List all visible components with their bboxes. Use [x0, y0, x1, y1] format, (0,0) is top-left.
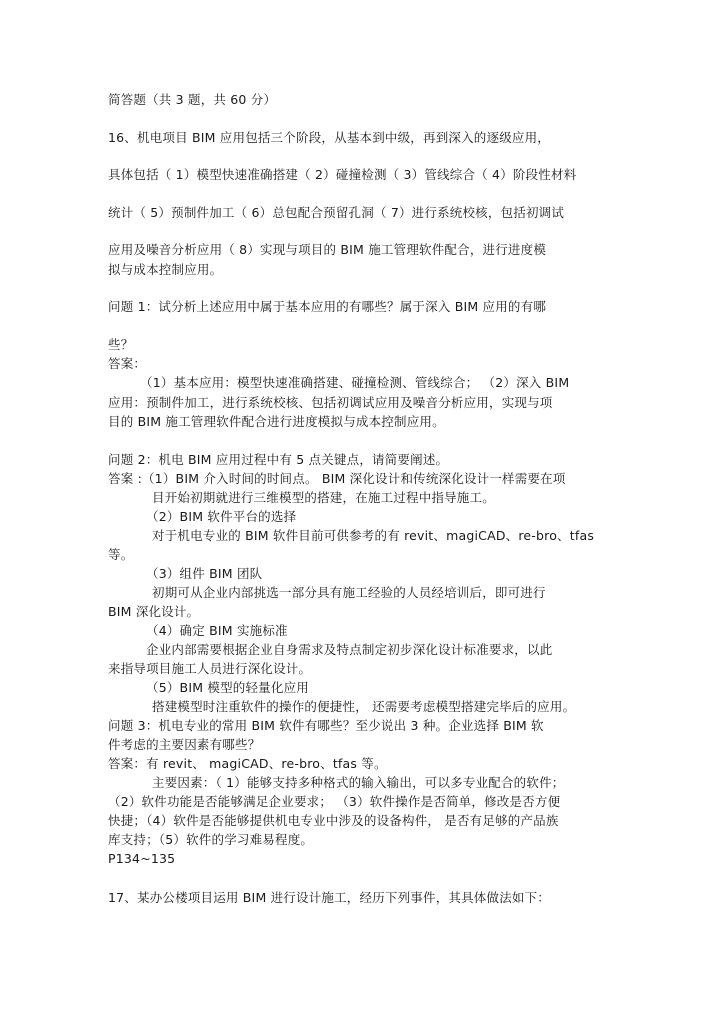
answer-2-point-4-line-1: 企业内部需要根据企业自身需求及特点制定初步深化设计标准要求，以此 — [146, 642, 553, 657]
question-16-line-2: 具体包括（ 1）模型快速准确搭建（ 2）碰撞检测（ 3）管线综合（ 4）阶段性材料 — [108, 167, 577, 182]
page-reference: P134~135 — [108, 851, 176, 866]
answer-2-line-1: 答案 :（1）BIM 介入时间的时间点。 BIM 深化设计和传统深化设计一样需要在项 — [108, 471, 566, 486]
question-16-line-4: 应用及噪音分析应用（ 8）实现与项目的 BIM 施工管理软件配合，进行进度模 — [108, 242, 547, 257]
answer-3-line-2: 主要因素：（ 1）能够支持多种格式的输入输出，可以多专业配合的软件； — [152, 775, 565, 790]
answer-2-point-2-title: （2）BIM 软件平台的选择 — [146, 509, 297, 524]
answer-3-line-3: （2）软件功能是否能够满足企业要求； （3）软件操作是否简单，修改是否方便 — [108, 794, 561, 809]
answer-2-point-4-line-2: 来指导项目施工人员进行深化设计。 — [108, 661, 312, 676]
sub-question-3-line-2: 件考虑的主要因素有哪些？ — [108, 737, 261, 752]
question-17: 17、某办公楼项目运用 BIM 进行设计施工，经历下列事件，其具体做法如下： — [108, 890, 551, 905]
answer-1-line-2: 应用：预制件加工，进行系统校核、包括初调试应用及噪音分析应用，实现与项 — [108, 395, 553, 410]
answer-2-point-3-line-2: BIM 深化设计。 — [108, 604, 200, 619]
answer-2-point-5-line-1: 搭建模型时注重软件的操作的便捷性， 还需要考虑模型搭建完毕后的应用。 — [152, 699, 576, 714]
answer-2-point-2-line-2: 等。 — [108, 547, 134, 562]
answer-2-point-3-line-1: 初期可从企业内部挑选一部分具有施工经验的人员经培训后，即可进行 — [152, 585, 546, 600]
sub-question-1-line-1: 问题 1：试分析上述应用中属于基本应用的有哪些？属于深入 BIM 应用的有哪 — [108, 299, 547, 314]
answer-3-line-5: 库支持；（5）软件的学习难易程度。 — [108, 832, 314, 847]
question-16-line-3: 统计（ 5）预制件加工（ 6）总包配合预留孔洞（ 7）进行系统校核，包括初调试 — [108, 205, 565, 220]
sub-question-3-line-1: 问题 3：机电专业的常用 BIM 软件有哪些？至少说出 3 种。企业选择 BIM 软 — [108, 718, 544, 733]
answer-1-line-3: 目的 BIM 施工管理软件配合进行进度模拟与成本控制应用。 — [108, 414, 445, 429]
sub-question-2: 问题 2：机电 BIM 应用过程中有 5 点关键点，请简要阐述。 — [108, 452, 449, 467]
answer-2-point-4-title: （4）确定 BIM 实施标准 — [146, 623, 288, 638]
question-16-line-5: 拟与成本控制应用。 — [108, 262, 223, 277]
answer-1-label: 答案： — [108, 356, 147, 371]
answer-2-point-5-title: （5）BIM 模型的轻量化应用 — [146, 680, 309, 695]
answer-3-line-1: 答案：有 revit、 magiCAD、re-bro、tfas 等。 — [108, 756, 387, 771]
question-16-line-1: 16、机电项目 BIM 应用包括三个阶段，从基本到中级，再到深入的逐级应用， — [108, 130, 551, 145]
answer-1-line-1: （1）基本应用：模型快速准确搭建、碰撞检测、管线综合； （2）深入 BIM — [140, 375, 570, 390]
answer-2-line-2: 目开始初期就进行三维模型的搭建，在施工过程中指导施工。 — [152, 490, 495, 505]
answer-2-point-3-title: （3）组件 BIM 团队 — [146, 566, 263, 581]
section-heading: 简答题（共 3 题，共 60 分） — [108, 92, 277, 107]
sub-question-1-line-2: 些？ — [108, 337, 134, 352]
answer-2-point-2-line-1: 对于机电专业的 BIM 软件目前可供参考的有 revit、magiCAD、re-bro、tfas — [152, 528, 595, 543]
answer-3-line-4: 快捷；（4）软件是否能够提供机电专业中涉及的设备构件， 是否有足够的产品族 — [108, 813, 559, 828]
